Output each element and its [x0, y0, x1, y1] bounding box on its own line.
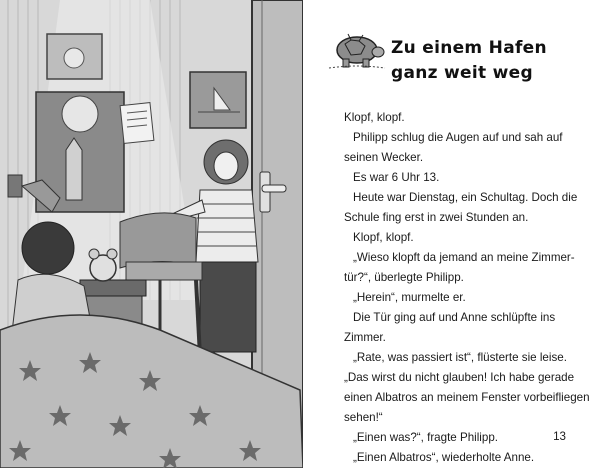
chapter-title-line-2: ganz weit weg — [391, 63, 533, 83]
text-line: tür?“, überlegte Philipp. — [344, 271, 464, 284]
text-line: Heute war Dienstag, ein Schultag. Doch die — [353, 191, 578, 204]
text-line: Es war 6 Uhr 13. — [353, 171, 440, 184]
text-line: Klopf, klopf. — [344, 111, 405, 124]
chapter-title — [391, 36, 591, 86]
wall-picture-boat — [190, 72, 246, 128]
text-line: Klopf, klopf. — [353, 231, 414, 244]
text-line: seinen Wecker. — [344, 151, 424, 164]
text-line: „Herein“, murmelte er. — [353, 291, 466, 304]
wall-note — [120, 103, 154, 144]
text-line: Schule fing erst in zwei Stunden an. — [344, 211, 529, 224]
text-line: „Rate, was passiert ist“, flüsterte sie leise. — [353, 351, 567, 364]
chapter-title-line-1: Zu einem Hafen — [391, 38, 547, 58]
text-line: „Wieso klopft da jemand an meine Zimmer- — [353, 251, 575, 264]
story-text — [344, 108, 594, 468]
page-number: 13 — [553, 430, 566, 443]
text-line: sehen!“ — [344, 411, 383, 424]
turtle-icon — [327, 28, 387, 78]
text-line: Philipp schlug die Augen auf und sah auf — [353, 131, 563, 144]
text-line: Zimmer. — [344, 331, 386, 344]
text-line: „Das wirst du nicht glauben! Ich habe gerade — [344, 371, 575, 384]
text-line: „Einen Albatros“, wiederholte Anne. — [353, 451, 535, 464]
text-line: Die Tür ging auf und Anne schlüpfte ins — [353, 311, 556, 324]
text-line: einen Albatros an meinem Fenster vorbeifliegen — [344, 391, 590, 404]
wall-picture-flower — [47, 34, 102, 79]
text-line: „Einen was?“, fragte Philipp. — [353, 431, 498, 444]
text-page — [303, 0, 600, 468]
